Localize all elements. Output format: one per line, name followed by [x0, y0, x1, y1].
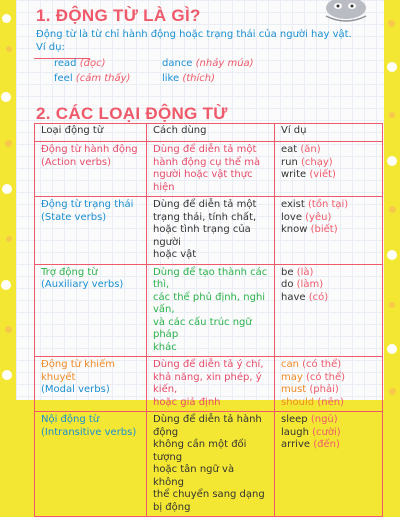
example-item: like (thích): [162, 73, 216, 84]
definition-text: Động từ là từ chỉ hành động hoặc trạng thái của người hay vật.: [36, 29, 352, 40]
section-1-heading: 1. ĐỘNG TỪ LÀ GÌ?: [36, 6, 201, 25]
example-item: feel (cảm thấy): [54, 73, 131, 84]
usage-cell: Dùng để diễn tả ý chí, khả năng, xin phép, ý kiến, hoặc giả định: [147, 357, 275, 412]
polka-dot: [5, 326, 12, 333]
column-header: Loại động từ: [35, 124, 147, 142]
table-row: [35, 264, 383, 357]
table-row: [35, 412, 383, 517]
table-row: [35, 197, 383, 265]
polka-dot: [387, 344, 397, 354]
table-header-row: [35, 124, 383, 142]
example-cell: eat (ăn) run (chạy) write (viết): [275, 142, 383, 197]
table-row: [35, 357, 383, 412]
polka-dot: [388, 20, 395, 27]
column-header: Ví dụ: [275, 124, 383, 142]
polka-dot: [389, 206, 396, 213]
example-cell: sleep (ngủ) laugh (cười) arrive (đến): [275, 412, 383, 517]
example-cell: be (là) do (làm) have (có): [275, 264, 383, 357]
verb-type-cell: Động từ hành động (Action verbs): [35, 142, 147, 197]
section-2-heading: 2. CÁC LOẠI ĐỘNG TỪ: [36, 104, 228, 123]
polka-dot: [6, 236, 12, 242]
polka-dot: [1, 280, 11, 290]
verb-type-cell: Động từ khiếm khuyết (Modal verbs): [35, 357, 147, 412]
cat-illustration: [322, 0, 370, 22]
polka-dot: [2, 14, 11, 23]
polka-dot: [387, 62, 397, 72]
usage-cell: Dùng để tạo thành các thì, các thể phủ định, nghi vấn, và các cấu trúc ngữ pháp khác: [147, 264, 275, 357]
usage-cell: Dùng để diễn tả một hành động cụ thể mà người hoặc vật thực hiện: [147, 142, 275, 197]
polka-dot: [2, 370, 12, 380]
polka-dot: [2, 184, 12, 194]
polka-dot: [1, 92, 11, 102]
column-header: Cách dùng: [147, 124, 275, 142]
example-cell: exist (tồn tại) love (yêu) know (biết): [275, 197, 383, 265]
example-item: read (đọc): [54, 58, 106, 69]
verb-type-cell: Nội động từ (Intransitive verbs): [35, 412, 147, 517]
example-label: Ví dụ:: [36, 42, 65, 53]
polka-dot: [6, 46, 12, 52]
worksheet-page: [16, 0, 384, 513]
usage-cell: Dùng để diễn tả một trạng thái, tính chất, hoặc tình trạng của người hoặc vật: [147, 197, 275, 265]
example-cell: can (có thể) may (có thể) must (phải) should (nên): [275, 357, 383, 412]
polka-dot: [389, 388, 396, 395]
verb-type-cell: Động từ trạng thái (State verbs): [35, 197, 147, 265]
polka-dot: [5, 140, 12, 147]
verb-type-cell: Trợ động từ (Auxiliary verbs): [35, 264, 147, 357]
usage-cell: Dùng để diễn tả hành động không cần một đối tượng hoặc tân ngữ và không thể chuyển sang dạng bị động: [147, 412, 275, 517]
polka-dot: [389, 302, 395, 308]
polka-dot: [387, 250, 397, 260]
example-item: dance (nhảy múa): [162, 58, 254, 69]
polka-dot: [389, 112, 395, 118]
verb-types-table: [34, 123, 383, 517]
polka-dot: [387, 156, 397, 166]
table-row: [35, 142, 383, 197]
